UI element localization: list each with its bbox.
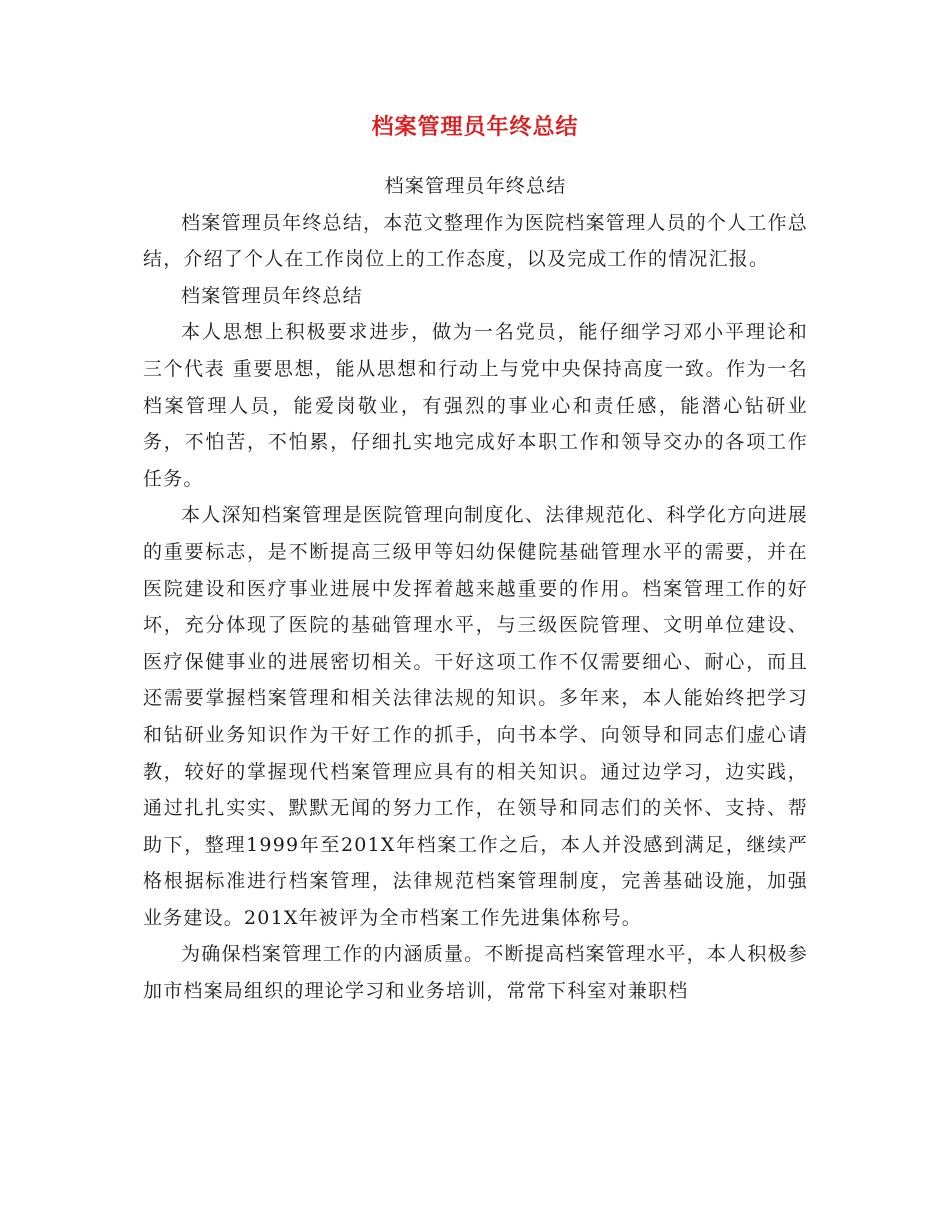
paragraph-quality: 为确保档案管理工作的内涵质量。不断提高档案管理水平，本人积极参加市档案局组织的理论学习和业务培训，常常下科室对兼职档: [143, 943, 808, 1003]
paragraph-heading: 档案管理员年终总结: [181, 284, 363, 307]
document-title: 档案管理员年终总结: [371, 115, 579, 140]
paragraph-intro: 档案管理员年终总结，本范文整理作为医院档案管理人员的个人工作总结，介绍了个人在工作岗位上的工作态度，以及完成工作的情况汇报。: [143, 211, 808, 271]
document-subtitle: 档案管理员年终总结: [384, 175, 567, 197]
paragraph-ideology: 本人思想上积极要求进步，做为一名党员，能仔细学习邓小平理论和 三个代表 重要思想，能从思想和行动上与党中央保持高度一致。作为一名档案管理人员，能爱岗敬业，有强烈的事业心和责任感，能潜心钻研业务，不怕苦，不怕累，仔细扎实地完成好本职工作和领导交办的各项工作任务。: [143, 321, 808, 490]
document-body: [143, 168, 808, 1010]
paragraph-archive-importance: 本人深知档案管理是医院管理向制度化、法律规范化、科学化方向进展的重要标志，是不断提高三级甲等妇幼保健院基础管理水平的需要，并在医院建设和医疗事业进展中发挥着越来越重要的作用。档案管理工作的好坏，充分体现了医院的基础管理水平，与三级医院管理、文明单位建设、医疗保健事业的进展密切相关。干好这项工作不仅需要细心、耐心，而且还需要掌握档案管理和相关法律法规的知识。多年来，本人能始终把学习和钻研业务知识作为干好工作的抓手，向书本学、向领导和同志们虚心请教，较好的掌握现代档案管理应具有的相关知识。通过边学习，边实践，通过扎扎实实、默默无闻的努力工作，在领导和同志们的关怀、支持、帮助下，整理1999年至201X年档案工作之后，本人并没感到满足，继续严格根据标准进行档案管理，法律规范档案管理制度，完善基础设施，加强业务建设。201X年被评为全市档案工作先进集体称号。: [143, 504, 808, 929]
